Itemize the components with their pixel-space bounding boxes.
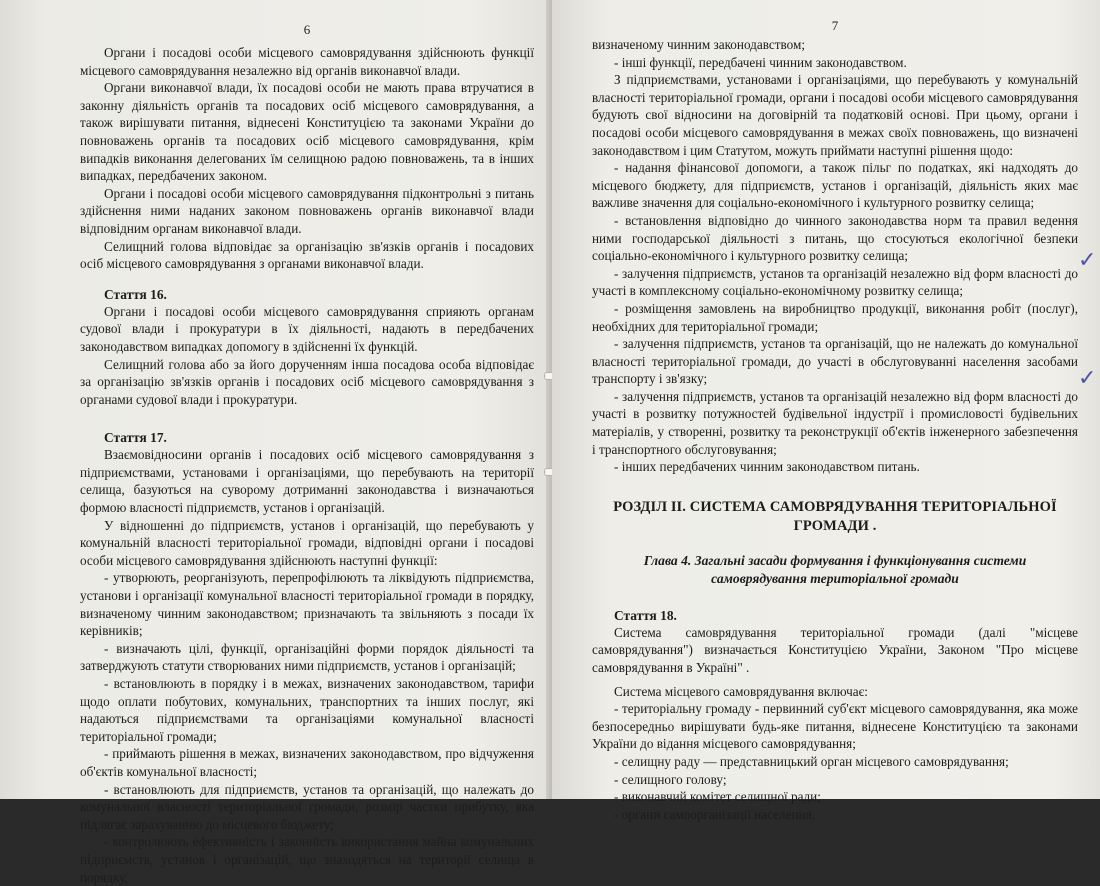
left-paragraph-1: Органи і посадові особи місцевого самоврядування здійснюють функції місцевого самоврядування незалежно від органів виконавчої влади. (80, 45, 534, 78)
article-17-list-item: - визначають цілі, функції, організаційні форми порядок діяльності та затверджують статути створюваних ними підприємств, установ і організацій; (80, 640, 534, 674)
article-16-paragraph-1: Органи і посадові особи місцевого самоврядування сприяють органам судової влади і прокуратури в їх діяльності, надають в передбачених законодавством випадках допомогу в здійсненні їх функцій. (80, 303, 534, 354)
article-16-title: Стаття 16. (104, 286, 167, 302)
section-title: РОЗДІЛ ІІ. СИСТЕМА САМОВРЯДУВАННЯ ТЕРИТОРІАЛЬНОЇ ГРОМАДИ . (613, 498, 1057, 534)
right-page (552, 0, 1100, 822)
handwritten-check-mark: ✓ (1078, 248, 1097, 273)
article-18-paragraph: Система місцевого самоврядування включає: (614, 683, 868, 699)
article-18-list-item: - виконавчий комітет селищної ради; (614, 789, 821, 805)
right-list-item: - залучення підприємств, установ та організацій незалежно від форм власності до участі в розвитку потужностей будівельної індустрії і промисловості будівельних матеріалів, у створенні, розвитку та реконструкції об'єктів інженерного забезпечення і транспортного обслуговування; (592, 388, 1078, 457)
left-paragraph-3: Органи і посадові особи місцевого самоврядування підконтрольні з питань здійснення ними наданих законом повноважень органів виконавчої влади відповідним органам виконавчої влади. (80, 185, 534, 236)
right-paragraph: З підприємствами, установами і організаціями, що перебувають у комунальній власності територіальної громади, органи і посадові особи місцевого самоврядування будують свої відносини на договірній та податковій основі. При цьому, органи і посадові особи місцевого самоврядування в межах своїх повноважень, що визначені законодавством і цим Статутом, можуть приймати наступні рішення щодо: (592, 72, 1078, 158)
page-number-right: 7 (831, 18, 839, 33)
right-list-item: - залучення підприємств, установ та організацій незалежно від форм власності до участі в комплексному соціально-економічному розвитку селища; (592, 265, 1078, 299)
page-number-left: 6 (303, 22, 311, 37)
article-17-paragraph-1: Взаємовідносини органів і посадових осіб місцевого самоврядування з підприємствами, установами і організаціями, що перебувають на території селища, базуються на суворому дотриманні законодавства і визначаються формою власності підприємств, установ і організацій. (80, 447, 534, 516)
article-17-list-item: - приймають рішення в межах, визначених законодавством, про відчуження об'єктів комунальної власності; (80, 746, 534, 779)
right-list-item: - інші функції, передбачені чинним законодавством. (614, 54, 907, 70)
right-continuation-line: визначеному чинним законодавством; (592, 37, 805, 52)
article-17-list-item: - контролюють ефективність і законність використання майна комунальних підприємств, установ і організацій, що знаходяться на території селища в порядку, (80, 834, 534, 885)
left-paragraph-4: Селищний голова відповідає за організацію зв'язків органів і посадових осіб місцевого самоврядування з органами виконавчої влади. (80, 238, 534, 272)
right-list-item: - надання фінансової допомоги, а також пільг по податках, які надходять до місцевого бюджету, для підприємств, установ і організацій, діяльність яких має важливе значення для соціально-економічного і культурного розвитку селища; (592, 160, 1078, 211)
left-paragraph-2: Органи виконавчої влади, їх посадові особи не мають права втручатися в законну діяльність органів та посадових осіб місцевого самоврядування, а також вирішувати питання, віднесені Конституцією та законами України до повноважень органів та посадових осіб місцевого самоврядування, крім випадків виконання делегованих їм селищною радою повноважень, та в інших випадках, передбачених законом. (80, 80, 534, 184)
handwritten-check-mark: ✓ (1078, 366, 1097, 391)
article-17-list-item: - утворюють, реорганізують, перепрофілюють та ліквідують підприємства, установи і організації комунальної власності територіальної громади в порядку, визначеному чинним законодавством; призначають та звільняють з посади їх керівників; (80, 570, 534, 639)
article-16-paragraph-2: Селищний голова або за його дорученням інша посадова особа відповідає за організацію зв'язків органів і посадових осіб місцевого самоврядування з органами судової влади і прокуратури. (80, 356, 534, 407)
right-list-item: - інших передбачених чинним законодавством питань. (614, 459, 920, 475)
article-17-list-item: - встановлюють для підприємств, установ та організацій, що належать до комунальної власності територіальної громади, розмір частки прибутку, яка підлягає зарахуванню до місцевого бюджету; (80, 781, 534, 832)
article-18-list-item: - селищного голову; (614, 771, 727, 787)
article-18-list-item: - органи самоорганізації населення. (614, 806, 815, 822)
article-17-title: Стаття 17. (104, 430, 167, 446)
right-list-item: - залучення підприємств, установ та організацій, що не належать до комунальної власності територіальної громади, до участі в обслуговуванні населення засобами транспорту і зв'язку; (592, 336, 1078, 387)
article-18-title: Стаття 18. (614, 607, 677, 623)
chapter-title: Глава 4. Загальні засади формування і функціонування системи самоврядування територіальної громади (643, 552, 1027, 586)
article-18-list-item: - територіальну громаду - первинний суб'єкт місцевого самоврядування, яка може безпосередньо вирішувати будь-яке питання, віднесене Конституцією та законами України до відання місцевого самоврядування; (592, 701, 1078, 752)
article-17-list-item: - встановлюють в порядку і в межах, визначених законодавством, тарифи щодо оплати побутових, комунальних, транспортних та інших послуг, які надаються підприємствами та організаціями комунальної власності територіальної громади; (80, 676, 534, 744)
article-18-list-item: - селищну раду — представницький орган місцевого самоврядування; (614, 754, 1009, 769)
right-list-item: - розміщення замовлень на виробництво продукції, виконання робіт (послуг), необхідних для територіальної громади; (592, 300, 1078, 334)
article-17-paragraph-2: У відношенні до підприємств, установ і організацій, що перебувають у комунальній власності територіальної громади, відповідні органи і посадові особи місцевого самоврядування здійснюють наступні функції: (80, 517, 534, 568)
article-18-paragraph: Система самоврядування територіальної громади (далі "місцеве самоврядування") визначається Конституцією України, Законом "Про місцеве самоврядування в Україні" . (592, 624, 1078, 676)
right-list-item: - встановлення відповідно до чинного законодавства норм та правил ведення ними господарської діяльності з питань, що стосуються екологічної безпеки соціально-економічного і культурного розвитку селища; (592, 212, 1078, 264)
